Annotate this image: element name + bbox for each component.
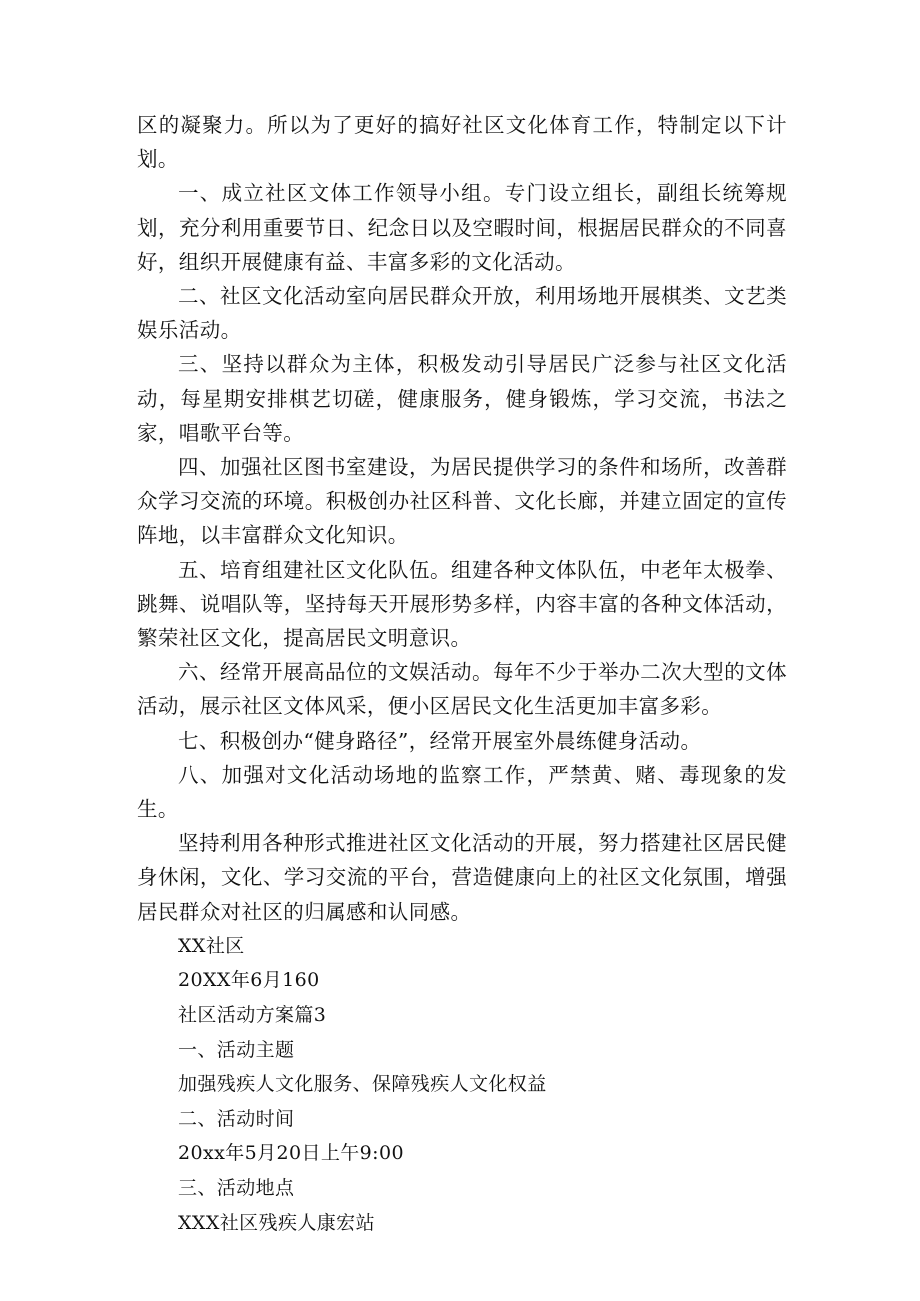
paragraph-item-6: 六、经常开展高品位的文娱活动。每年不少于举办二次大型的文体活动，展示社区文体风采，便小区居民文化生活更加丰富多彩。 [137, 660, 787, 719]
document-body [137, 108, 787, 1240]
section-title: 社区活动方案篇3 [178, 1004, 327, 1027]
signature-organization: XX社区 [178, 934, 245, 957]
heading-activity-theme: 一、活动主题 [178, 1038, 295, 1061]
paragraph-item-4: 四、加强社区图书室建设，为居民提供学习的条件和场所，改善群众学习交流的环境。积极创办社区科普、文化长廊，并建立固定的宣传阵地，以丰富群众文化知识。 [137, 455, 787, 548]
paragraph-item-1: 一、成立社区文体工作领导小组。专门设立组长，副组长统筹规划，充分利用重要节日、纪念日以及空暇时间，根据居民群众的不同喜好，组织开展健康有益、丰富多彩的文化活动。 [137, 181, 787, 274]
heading-activity-location: 三、活动地点 [178, 1177, 295, 1200]
paragraph-item-2: 二、社区文化活动室向居民群众开放，利用场地开展棋类、文艺类娱乐活动。 [137, 284, 787, 343]
paragraph-item-7: 七、积极创办“健身路径”，经常开展室外晨练健身活动。 [178, 728, 702, 753]
paragraph-item-3: 三、坚持以群众为主体，积极发动引导居民广泛参与社区文化活动，每星期安排棋艺切磋，健康服务，健身锻炼，学习交流，书法之家，唱歌平台等。 [137, 352, 787, 445]
paragraph-intro: 区的凝聚力。所以为了更好的搞好社区文化体育工作，特制定以下计划。 [137, 113, 787, 172]
signature-date: 20XX年6月160 [178, 969, 320, 992]
heading-activity-time: 二、活动时间 [178, 1107, 295, 1130]
paragraph-item-8: 八、加强对文化活动场地的监察工作，严禁黄、赌、毒现象的发生。 [137, 762, 787, 822]
paragraph-conclusion: 坚持利用各种形式推进社区文化活动的开展，努力搭建社区居民健身休闲，文化、学习交流的平台，营造健康向上的社区文化氛围，增强居民群众对社区的归属感和认同感。 [137, 831, 787, 924]
activity-theme-text: 加强残疾人文化服务、保障残疾人文化权益 [178, 1073, 547, 1096]
activity-location-text: XXX社区残疾人康宏站 [178, 1211, 375, 1234]
paragraph-item-5: 五、培育组建社区文化队伍。组建各种文体队伍，中老年太极拳、跳舞、说唱队等，坚持每天开展形势多样，内容丰富的各种文体活动，繁荣社区文化，提高居民文明意识。 [137, 557, 787, 651]
activity-time-text: 20xx年5月20日上午9:00 [178, 1142, 404, 1165]
